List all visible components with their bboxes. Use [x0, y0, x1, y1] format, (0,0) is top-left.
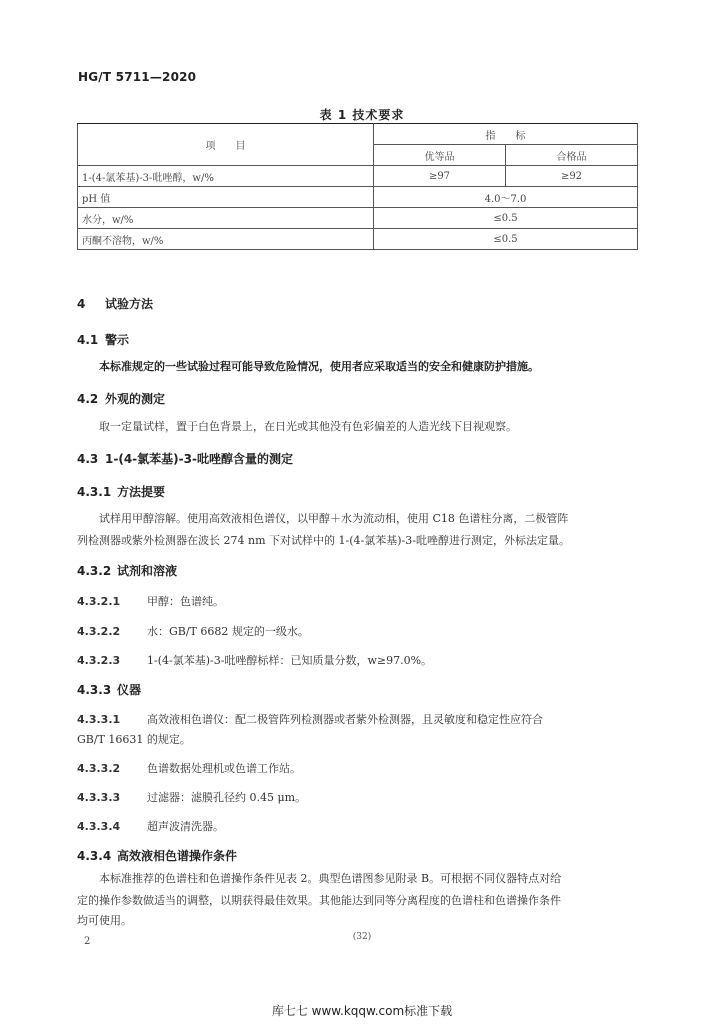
section-title: 方法提要 — [117, 485, 166, 499]
conditions-line3: 均可使用。 — [77, 914, 132, 927]
section-title: 仪器 — [117, 683, 142, 697]
section-number: 4 — [77, 297, 86, 311]
table-row — [78, 229, 638, 250]
row-item: pH 值 — [78, 187, 374, 208]
warning-text: 本标准规定的一些试验过程可能导致危险情况，使用者应采取适当的安全和健康防护措施。 — [99, 360, 539, 373]
section-title: 高效液相色谱操作条件 — [117, 849, 238, 863]
sequence-number: (32) — [352, 932, 372, 942]
table-caption: 表 1 技术要求 — [319, 108, 405, 122]
item-text: 1-(4-氯苯基)-3-吡唑醇标样：已知质量分数，w≥97.0%。 — [147, 654, 433, 667]
section-number: 4.3 — [77, 452, 99, 466]
section-4-1-heading — [77, 331, 129, 348]
item-4-3-2-1 — [77, 593, 224, 609]
conditions-line1: 本标准推荐的色谱柱和色谱操作条件见表 2。典型色谱图参见附录 B。可根据不同仪器特点对给 — [99, 872, 562, 885]
item-number: 4.3.2.1 — [77, 595, 121, 608]
item-4-3-3-3 — [77, 789, 306, 805]
section-4-2-heading — [77, 390, 165, 407]
item-4-3-3-2 — [77, 760, 301, 776]
row-value: 4.0～7.0 — [374, 187, 638, 208]
section-title: 外观的测定 — [105, 392, 166, 406]
technical-requirements-table — [77, 123, 638, 250]
item-4-3-3-1 — [77, 711, 543, 727]
item-4-3-3-1-continued: GB/T 16631 的规定。 — [77, 733, 191, 746]
row-item: 水分，w/% — [78, 208, 374, 229]
item-text: 色谱数据处理机或色谱工作站。 — [147, 762, 301, 775]
section-4-heading — [77, 295, 153, 312]
item-number: 4.3.3.2 — [77, 762, 121, 775]
section-4-3-1-heading — [77, 483, 165, 500]
header-grade-qualified: 合格品 — [506, 145, 638, 166]
section-number: 4.1 — [77, 333, 99, 347]
section-4-3-3-heading — [77, 681, 141, 698]
table-row — [78, 208, 638, 229]
conditions-line2: 定的操作参数做适当的调整，以期获得最佳效果。其他能达到同等分离程度的色谱柱和色谱操作条件 — [77, 894, 561, 907]
row-item: 丙酮不溶物，w/% — [78, 229, 374, 250]
header-item: 项 目 — [78, 124, 374, 166]
item-number: 4.3.3.1 — [77, 713, 121, 726]
appearance-text: 取一定量试样，置于白色背景上，在日光或其他没有色彩偏差的人造光线下目视观察。 — [99, 420, 517, 433]
item-number: 4.3.3.4 — [77, 820, 121, 833]
row-item: 1-(4-氯苯基)-3-吡唑醇，w/% — [78, 166, 374, 187]
item-text: 超声波清洗器。 — [147, 820, 224, 833]
row-value: ≤0.5 — [374, 229, 638, 250]
item-text: 过滤器：滤膜孔径约 0.45 μm。 — [147, 791, 307, 804]
download-watermark: 库七七 www.kqqw.com标准下载 — [271, 1004, 453, 1018]
header-index: 指 标 — [374, 124, 638, 145]
section-number: 4.3.1 — [77, 485, 112, 499]
section-4-3-4-heading — [77, 847, 237, 864]
section-number: 4.3.4 — [77, 849, 112, 863]
section-number: 4.3.3 — [77, 683, 112, 697]
row-value: ≤0.5 — [374, 208, 638, 229]
item-text: 水：GB/T 6682 规定的一级水。 — [147, 625, 309, 638]
item-text: 高效液相色谱仪：配二极管阵列检测器或者紫外检测器，且灵敏度和稳定性应符合 — [147, 713, 543, 726]
standard-code: HG/T 5711—2020 — [78, 70, 197, 84]
row-value-superior: ≥97 — [374, 166, 506, 187]
section-4-3-heading — [77, 450, 293, 467]
table-row — [78, 166, 638, 187]
section-title: 试验方法 — [105, 297, 154, 311]
table-row — [78, 187, 638, 208]
section-number: 4.2 — [77, 392, 99, 406]
method-summary-line1: 试样用甲醇溶解。使用高效液相色谱仪，以甲醇＋水为流动相，使用 C18 色谱柱分离，二极管阵 — [99, 512, 569, 525]
header-grade-superior: 优等品 — [374, 145, 506, 166]
section-title: 1-(4-氯苯基)-3-吡唑醇含量的测定 — [105, 452, 293, 466]
section-title: 试剂和溶液 — [117, 564, 178, 578]
section-title: 警示 — [105, 333, 130, 347]
section-4-3-2-heading — [77, 562, 177, 579]
item-4-3-2-3 — [77, 652, 432, 668]
item-number: 4.3.2.2 — [77, 625, 121, 638]
section-number: 4.3.2 — [77, 564, 112, 578]
item-number: 4.3.3.3 — [77, 791, 121, 804]
item-4-3-3-4 — [77, 818, 224, 834]
item-4-3-2-2 — [77, 623, 309, 639]
page-number: 2 — [84, 936, 91, 947]
item-text: 甲醇：色谱纯。 — [147, 595, 224, 608]
item-number: 4.3.2.3 — [77, 654, 121, 667]
row-value-qualified: ≥92 — [506, 166, 638, 187]
method-summary-line2: 列检测器或紫外检测器在波长 274 nm 下对试样中的 1-(4-氯苯基)-3-吡唑醇进行测定，外标法定量。 — [77, 534, 570, 547]
